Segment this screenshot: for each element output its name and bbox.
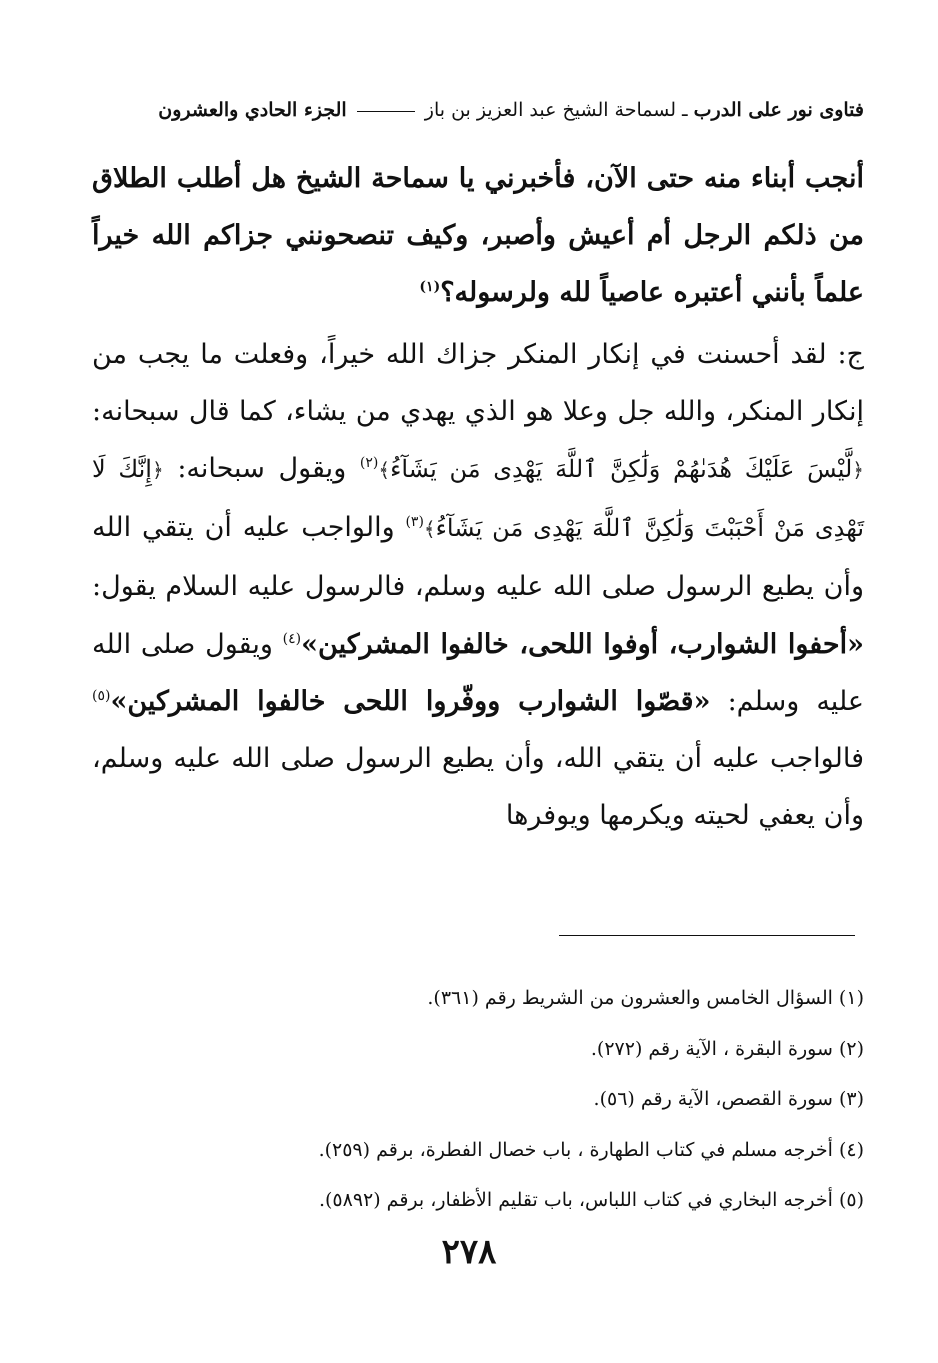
main-text	[92, 150, 864, 844]
hadith-2: «قصّوا الشوارب ووفّروا اللحى خالفوا المشركين»	[110, 685, 711, 717]
hadith-1: «أحفوا الشوارب، أوفوا اللحى، خالفوا المشركين»	[301, 628, 864, 660]
footnote-ref-1: (١)	[419, 279, 441, 296]
running-header	[92, 96, 864, 124]
answer-text-3: والواجب عليه أن يتقي الله وأن يطيع الرسول صلى الله عليه وسلم، فالرسول عليه السلام يقول:	[92, 512, 864, 603]
answer-text-1: ج: لقد أحسنت في إنكار المنكر جزاك الله خيراً، وفعلت ما يجب من إنكار المنكر، والله جل وعلا هو الذي يهدي من يشاء، كما قال سبحانه:	[92, 338, 864, 427]
footnote-4: (٤) أخرجه مسلم في كتاب الطهارة ، باب خصال الفطرة، برقم (٢٥٩).	[318, 1138, 864, 1161]
footnote-1: (١) السؤال الخامس والعشرون من الشريط رقم (٣٦١).	[427, 987, 864, 1009]
quran-close-bracket-icon: ﴾	[378, 458, 391, 483]
answer-text-5: فالواجب عليه أن يتقي الله، وأن يطيع الرسول صلى الله عليه وسلم، وأن يعفي لحيته ويكرمها ويوفرها	[92, 743, 864, 832]
volume-title: الجزء الحادي والعشرون	[158, 99, 347, 121]
footnote-ref-4: (٤)	[282, 630, 302, 647]
footnote-3: (٣) سورة القصص، الآية رقم (٥٦).	[593, 1088, 864, 1110]
footnote-2: (٢) سورة البقرة ، الآية رقم (٢٧٢).	[590, 1037, 864, 1060]
page-number: ٢٧٨	[441, 1232, 497, 1272]
footnote-ref-3: (٣)	[405, 514, 424, 531]
quran-open-bracket-icon: ﴿	[151, 458, 164, 483]
footnotes	[92, 973, 864, 1226]
quran-verse-1: لَّيْسَ عَلَيْكَ هُدَىٰهُمْ وَلَٰكِنَّ ٱللَّهَ يَهْدِى مَن يَشَآءُ	[390, 455, 853, 484]
question-text: أنجب أبناء منه حتى الآن، فأخبرني يا سماحة الشيخ هل أطلب الطلاق من ذلكم الرجل أم أعيش وأصبر، وكيف تنصحونني جزاكم الله خيراً علماً بأنني أعتبره عاصياً لله ولرسوله؟	[92, 163, 864, 309]
footnote-ref-5: (٥)	[92, 687, 111, 704]
answer-text-4: ويقول صلى الله عليه وسلم:	[92, 628, 865, 717]
footnote-5: (٥) أخرجه البخاري في كتاب اللباس، باب تقليم الأظفار، برقم (٥٨٩٢).	[318, 1189, 864, 1211]
quran-verse-2: إِنَّكَ لَا تَهْدِى مَنْ أَحْبَبْتَ وَلَٰكِنَّ ٱللَّهَ يَهْدِى مَن يَشَآءُ	[92, 455, 864, 543]
header-dash: ـ	[676, 99, 688, 121]
header-rule	[357, 111, 415, 112]
quran-close-bracket-icon: ﴾	[423, 517, 436, 542]
answer-text-2: ويقول سبحانه:	[177, 453, 347, 485]
book-title: فتاوى نور على الدرب	[693, 99, 864, 121]
quran-open-bracket-icon: ﴿	[852, 458, 864, 483]
answer-paragraph	[92, 326, 864, 845]
question-paragraph	[92, 150, 864, 322]
author-name: لسماحة الشيخ عبد العزيز بن باز	[424, 99, 676, 121]
footnote-ref-2: (٢)	[359, 455, 379, 472]
footnote-divider	[559, 935, 855, 936]
